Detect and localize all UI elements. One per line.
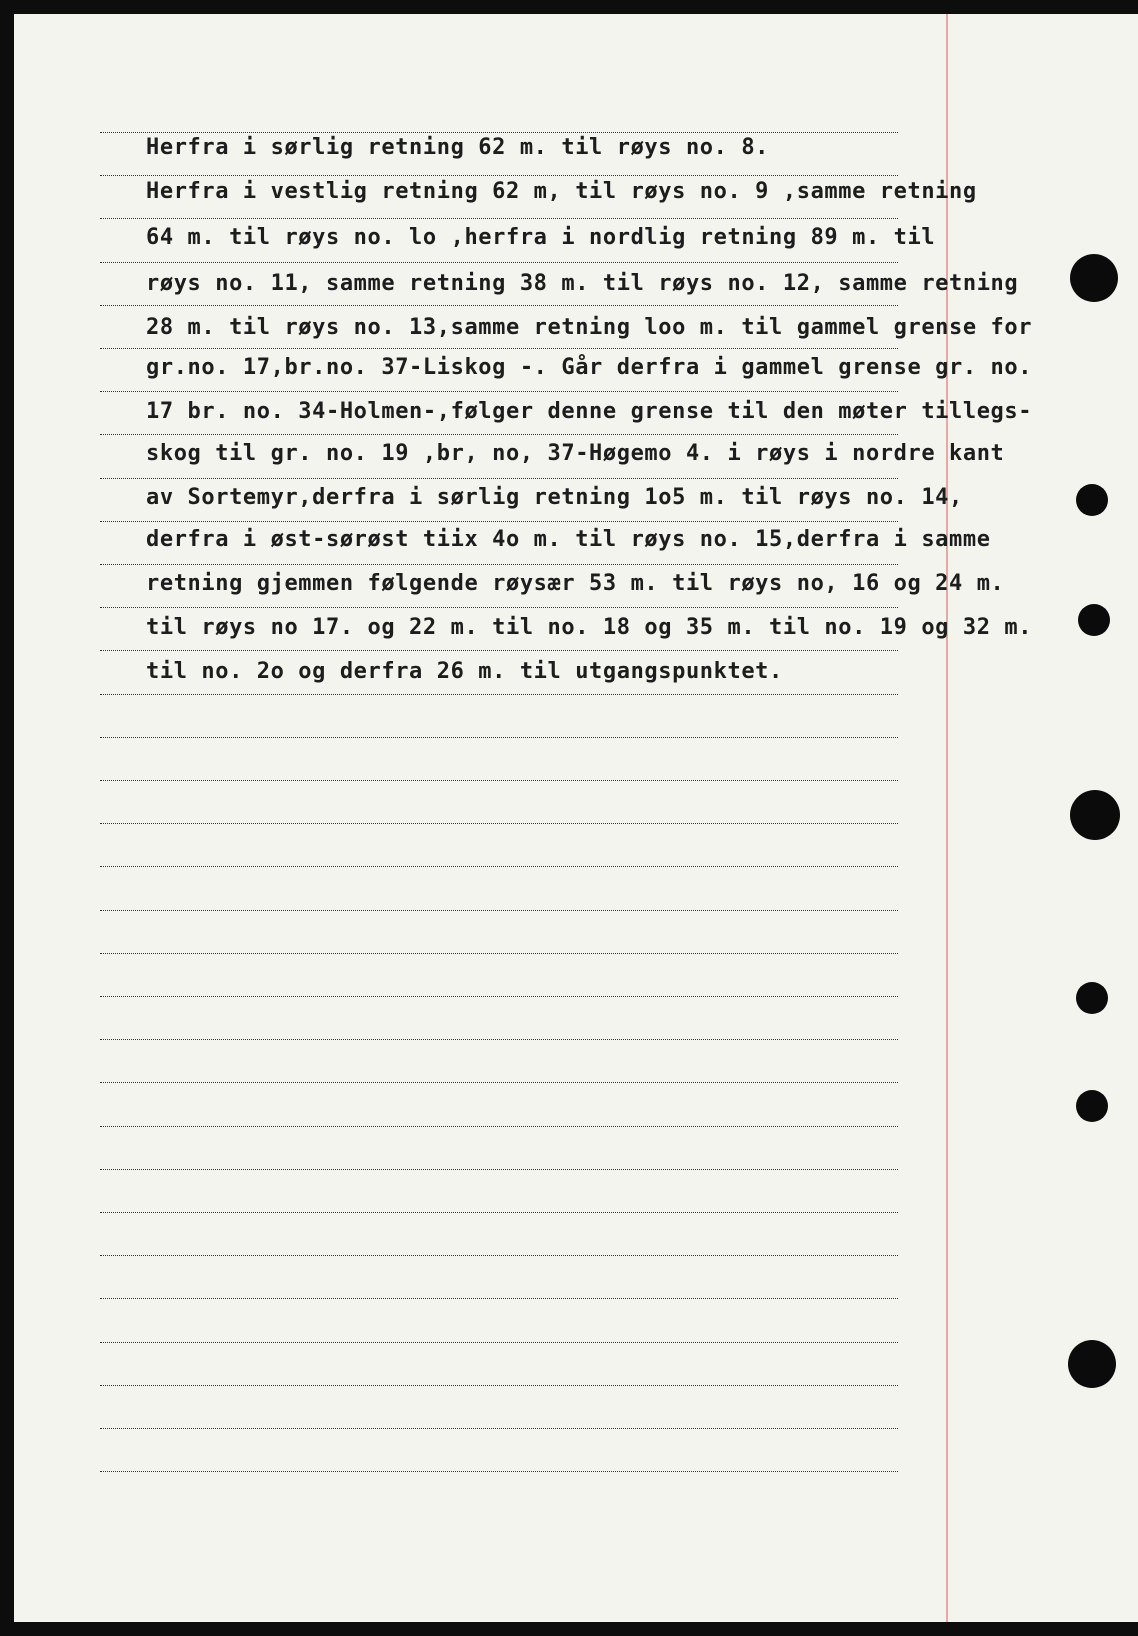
document-page — [14, 14, 1138, 1622]
typed-line-5: 28 m. til røys no. 13,samme retning loo m. til gammel grense for — [146, 315, 1033, 340]
ruled-line — [100, 434, 898, 435]
ruled-line — [100, 305, 898, 306]
binder-hole — [1068, 1340, 1116, 1388]
ruled-line — [100, 1212, 898, 1213]
ruled-line — [100, 1126, 898, 1127]
ruled-line — [100, 1082, 898, 1083]
ruled-line — [100, 866, 898, 867]
binder-hole — [1070, 790, 1120, 840]
ruled-line — [100, 823, 898, 824]
ruled-line — [100, 564, 898, 565]
ruled-line — [100, 996, 898, 997]
ruled-line — [100, 1385, 898, 1386]
typed-line-1: Herfra i sørlig retning 62 m. til røys no. 8. — [146, 135, 770, 160]
ruled-line — [100, 348, 898, 349]
ruled-line — [100, 218, 898, 219]
ruled-line — [100, 953, 898, 954]
ruled-line — [100, 391, 898, 392]
binder-hole — [1070, 254, 1118, 302]
binder-hole — [1076, 982, 1108, 1014]
ruled-line — [100, 1298, 898, 1299]
ruled-line — [100, 650, 898, 651]
typed-line-7: 17 br. no. 34-Holmen-,følger denne grense til den møter tillegs- — [146, 399, 1033, 424]
ruled-line — [100, 175, 898, 176]
typed-line-8: skog til gr. no. 19 ,br, no, 37-Høgemo 4. i røys i nordre kant — [146, 441, 1005, 466]
ruled-line — [100, 132, 898, 133]
ruled-line — [100, 1342, 898, 1343]
ruled-line — [100, 910, 898, 911]
typed-line-11: retning gjemmen følgende røysær 53 m. til røys no, 16 og 24 m. — [146, 571, 1005, 596]
typed-line-6: gr.no. 17,br.no. 37-Liskog -. Går derfra i gammel grense gr. no. — [146, 355, 1033, 380]
ruled-line — [100, 1428, 898, 1429]
ruled-line — [100, 737, 898, 738]
ruled-line — [100, 780, 898, 781]
ruled-line — [100, 694, 898, 695]
ruled-line — [100, 607, 898, 608]
ruled-line — [100, 1039, 898, 1040]
typed-line-12: til røys no 17. og 22 m. til no. 18 og 35 m. til no. 19 og 32 m. — [146, 615, 1033, 640]
typed-line-10: derfra i øst-sørøst tiix 4o m. til røys no. 15,derfra i samme — [146, 527, 991, 552]
ruled-line — [100, 478, 898, 479]
ruled-line — [100, 262, 898, 263]
typed-line-13: til no. 2o og derfra 26 m. til utgangspunktet. — [146, 659, 783, 684]
typed-line-4: røys no. 11, samme retning 38 m. til røys no. 12, samme retning — [146, 271, 1019, 296]
binder-hole — [1078, 604, 1110, 636]
red-margin-line — [946, 14, 948, 1622]
typed-line-2: Herfra i vestlig retning 62 m, til røys no. 9 ,samme retning — [146, 179, 977, 204]
ruled-line — [100, 1169, 898, 1170]
ruled-line — [100, 1255, 898, 1256]
binder-hole — [1076, 1090, 1108, 1122]
ruled-line — [100, 521, 898, 522]
binder-hole — [1076, 484, 1108, 516]
typed-line-3: 64 m. til røys no. lo ,herfra i nordlig retning 89 m. til — [146, 225, 936, 250]
ruled-line — [100, 1471, 898, 1472]
typed-line-9: av Sortemyr,derfra i sørlig retning 1o5 m. til røys no. 14, — [146, 485, 963, 510]
